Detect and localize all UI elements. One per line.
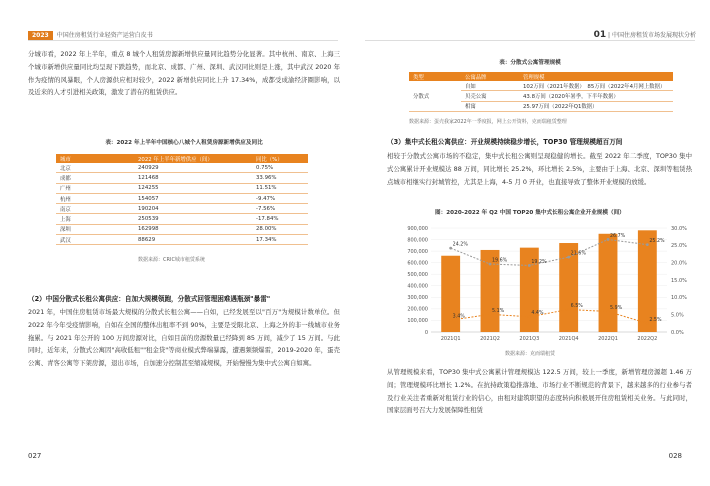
y-left-tick-label: 0 <box>424 329 428 336</box>
data-label: 5.9% <box>610 306 623 312</box>
yoy-cell: -17.84% <box>252 214 308 224</box>
y-right-tick-label: 15.0% <box>671 277 687 284</box>
y-right-tick-label: 30.0% <box>671 225 687 232</box>
right-page <box>355 0 710 486</box>
line-point <box>489 263 492 266</box>
left-table-caption: 表：2022 年上半年中国核心八城个人租赁房源新增供应及同比 <box>105 140 263 146</box>
data-label: 24.2% <box>452 242 468 248</box>
scale-cell: 43.8万间（2020年暑季，下半年数据） <box>519 91 673 101</box>
col-header-brand: 公寓品牌 <box>461 72 519 81</box>
supply-cell: 240929 <box>134 163 252 173</box>
chart-source: 数据来源：克而瑞租赁 <box>505 351 556 357</box>
x-tick-label: 2022Q1 <box>598 336 618 342</box>
y-left-tick-label: 500,000 <box>407 272 428 279</box>
line-point <box>646 243 649 246</box>
table-row <box>56 224 308 234</box>
data-label: 26.7% <box>610 233 626 239</box>
right-header-rule <box>365 40 695 41</box>
line-point <box>528 315 531 318</box>
right-paragraph-2: 从管理规模来看，TOP30 集中式公寓累计管理规模达 122.5 万间，较上一季度，新增管理房源超 1.46 万间；管理规模环比增长 1.2%。在抗持政策稳推落地、市场行业不断规范的背景下，越来越多的行业参与者及行业关注者重新对租赁行业的信心，由租对建筑职望的态度转向积极展开住房租赁相关业务。与此同时，国家层面号召大力发展保障性租赁 <box>387 368 692 415</box>
data-label: 4.4% <box>531 311 544 317</box>
line-point <box>449 247 452 250</box>
city-cell: 深圳 <box>56 224 134 234</box>
table-row <box>56 183 308 193</box>
city-cell: 武汉 <box>56 235 134 245</box>
col-header-yoy: 同比（%） <box>252 154 308 163</box>
col-header-scale: 管理规模 <box>519 72 673 81</box>
y-left-tick-label: 800,000 <box>407 237 428 244</box>
data-label: 21.6% <box>570 251 586 257</box>
table-row <box>56 235 308 245</box>
section-heading-2: （2）中国分散式长租公寓供应：自加大规模领跑，分散式回管理困难遇瓶颈"暴雷" <box>28 295 271 303</box>
chapter-number: 01 <box>593 30 607 40</box>
scale-cell: 25.97万间（2022年Q1数据） <box>519 101 673 111</box>
y-right-tick-label: 25.0% <box>671 243 687 250</box>
series-line <box>451 309 648 323</box>
left-header <box>28 30 153 40</box>
data-label: 2.5% <box>649 317 662 323</box>
brand-cell: 相寓 <box>461 101 519 111</box>
chart-title: 图：2020-2022 年 Q2 中国 TOP20 集中式长租公寓企业开业规模（间） <box>435 210 625 216</box>
right-table-source: 数据来源：蛋壳我家2022年一季度报，网上公开资料，克而瑞租赁整理 <box>409 119 567 125</box>
y-right-tick-label: 10.0% <box>671 295 687 302</box>
line-point <box>489 313 492 316</box>
section-heading-3: （3）集中式长租公寓供应：开业规模持续稳步增长，TOP30 管理规模超百万间 <box>387 138 623 146</box>
left-table-source: 数据来源：CRIC城市租赁系统 <box>138 257 205 263</box>
line-point <box>607 238 610 241</box>
yoy-cell: 0.75% <box>252 163 308 173</box>
yoy-cell: 33.96% <box>252 173 308 183</box>
city-cell: 广州 <box>56 183 134 193</box>
data-label: 19.6% <box>492 258 508 264</box>
y-left-tick-label: 200,000 <box>407 306 428 313</box>
page-number-left: 027 <box>28 452 42 460</box>
col-header-city: 城市 <box>56 154 134 163</box>
year-tag: 2023 <box>28 31 53 40</box>
scale-cell: 102万间（2021年数据） 85万间（2022年4月网上数据） <box>519 81 673 91</box>
data-label: 5.1% <box>492 308 505 314</box>
page-number-right: 028 <box>668 452 682 460</box>
supply-cell: 250539 <box>134 214 252 224</box>
table-row <box>56 193 308 203</box>
line-point <box>567 256 570 259</box>
city-cell: 上海 <box>56 214 134 224</box>
table-row <box>56 173 308 183</box>
data-label: 6.5% <box>570 303 583 309</box>
right-header: 01 | 中国住房租赁市场发展现状分析 <box>593 30 696 40</box>
left-paragraph-2: 2021 年，中国住房租赁市场最大规模的分散式长租公寓——自如，已经发展至以"百万"为规模计数单位。但 2022 年今年受疫情影响，自如在全国的整体出租率不到 90%，主要是受限北京、上海之外的非一线城市业务拖累。与 2021 年公开的 100 万间房源对比，自如目前的房源数量已经降到 85 万间，减少了 15 万间。与此同时，近年来，分散式公寓因"高收低租""租金贷"等商业模式弊端暴露，遭遇频频爆雷，2019-2020 年，蛋壳公寓、青客公寓等下架房源，退出市场，自加速分控制甚至缩减规模，开始慢慢为集中式公寓自如寓。 <box>28 308 340 368</box>
yoy-cell: 11.51% <box>252 183 308 193</box>
line-point <box>567 308 570 311</box>
yoy-cell: 28.00% <box>252 224 308 234</box>
yoy-cell: -7.56% <box>252 204 308 214</box>
data-label: 19.2% <box>531 259 547 265</box>
x-tick-label: 2021Q3 <box>519 336 540 342</box>
y-right-tick-label: 5.0% <box>671 312 684 319</box>
type-cell: 分散式 <box>409 81 461 111</box>
y-left-tick-label: 100,000 <box>407 318 428 325</box>
city-cell: 成都 <box>56 173 134 183</box>
y-left-tick-label: 300,000 <box>407 295 428 302</box>
supply-cell: 121468 <box>134 173 252 183</box>
supply-table <box>56 154 308 245</box>
table-row <box>56 214 308 224</box>
right-table-caption: 表：分散式公寓管理规模 <box>499 60 561 66</box>
x-tick-label: 2021Q1 <box>440 336 461 342</box>
supply-cell: 162998 <box>134 224 252 234</box>
left-header-title: 中国住房租赁行业轻资产运营白皮书 <box>56 32 153 39</box>
yoy-cell: 17.34% <box>252 235 308 245</box>
city-cell: 北京 <box>56 163 134 173</box>
line-point <box>607 310 610 313</box>
col-header-type: 类型 <box>409 72 461 81</box>
x-tick-label: 2022Q2 <box>637 336 658 342</box>
brand-cell: 自如 <box>461 81 519 91</box>
supply-cell: 124255 <box>134 183 252 193</box>
series-line <box>451 239 648 265</box>
line-point <box>646 322 649 325</box>
city-cell: 杭州 <box>56 193 134 203</box>
left-header-rule <box>28 40 338 41</box>
city-cell: 南京 <box>56 204 134 214</box>
col-header-supply: 2022 年上半年新增供应（间） <box>134 154 252 163</box>
supply-cell: 190204 <box>134 204 252 214</box>
right-header-title: 中国住房租赁市场发展现状分析 <box>611 32 696 39</box>
supply-cell: 88629 <box>134 235 252 245</box>
x-tick-label: 2021Q2 <box>480 336 500 342</box>
left-paragraph-1: 分城市看，2022 年上半年，重点 8 城个人租赁房源新增供应量同比趋势分化显著。其中杭州、南京、上海三个城市新增供应量同比均呈现下跌趋势，而北京、成都、广州、深圳、武汉同比则是上涨，其中武汉 2020 年作为疫情的风暴眼，个人房源供应相对较少，2022 新增供应同比上升 17.34%，成都受成渝经济圈影响，以及近来的人才引进相关政策，激发了潜在的租赁供应。 <box>28 50 340 97</box>
brand-cell: 贝壳公寓 <box>461 91 519 101</box>
table-row <box>56 204 308 214</box>
table-row <box>409 81 673 91</box>
opening-scale-chart <box>395 220 695 350</box>
yoy-cell: -9.47% <box>252 193 308 203</box>
y-right-tick-label: 0.0% <box>671 329 684 336</box>
data-label: 25.2% <box>649 239 665 245</box>
line-point <box>449 319 452 322</box>
data-label: 3.4% <box>452 314 465 320</box>
y-left-tick-label: 700,000 <box>407 248 428 255</box>
bar <box>599 234 618 332</box>
y-right-tick-label: 20.0% <box>671 260 687 267</box>
y-left-tick-label: 600,000 <box>407 260 428 267</box>
supply-cell: 154057 <box>134 193 252 203</box>
table-row <box>56 163 308 173</box>
y-left-tick-label: 400,000 <box>407 283 428 290</box>
x-tick-label: 2021Q4 <box>558 336 579 342</box>
management-scale-table <box>409 72 673 112</box>
y-left-tick-label: 900,000 <box>407 225 428 232</box>
right-paragraph-1: 相较于分散式公寓市场的不稳定，集中式长租公寓则呈现稳健的增长。截至 2022 年二季度，TOP30 集中式公寓累计开业规模达 88 万间，同比增长 25.2%，环比增长 2.5%，主要由于上海、北京、深圳等租赁热点城市相继实行封城管控，尤其是上海，4-5 月 0 开业，也直接导致了整体开业规模的放缓。 <box>387 152 692 186</box>
line-point <box>528 264 531 267</box>
